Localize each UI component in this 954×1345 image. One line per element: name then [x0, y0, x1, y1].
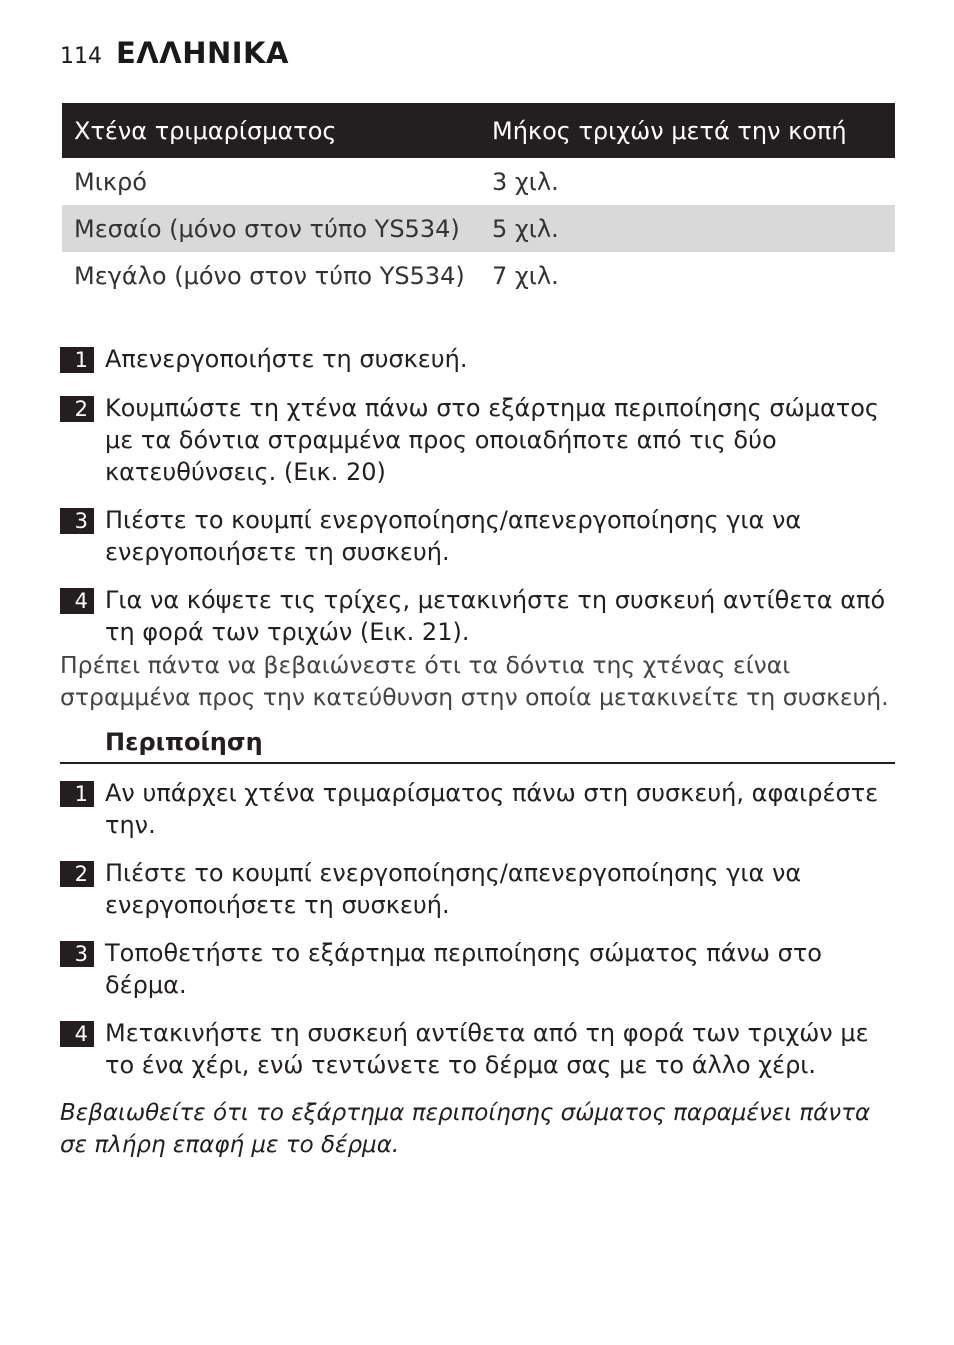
step-text: Πιέστε το κουμπί ενεργοποίησης/απενεργοποίησης για να ενεργοποιήσετε τη συσκευή. [105, 506, 802, 566]
table-row [62, 252, 895, 299]
usage-step-3 [60, 504, 895, 568]
table-cell-length: 3 χιλ. [492, 167, 559, 196]
table-header-length: Μήκος τριχών μετά την κοπή [492, 116, 847, 145]
step-text: Μετακινήστε τη συσκευή αντίθετα από τη φορά των τριχών με το ένα χέρι, ενώ τεντώνετε το δέρμα σας με το άλλο χέρι. [105, 1019, 869, 1079]
usage-step-4 [60, 584, 895, 648]
usage-step-1 [60, 343, 895, 375]
table-header-comb: Χτένα τριμαρίσματος [74, 116, 337, 145]
language-title: ΕΛΛΗΝΙΚΑ [116, 36, 289, 70]
care-step-4 [60, 1017, 895, 1081]
usage-note: Πρέπει πάντα να βεβαιώνεστε ότι τα δόντια της χτένας είναι στραμμένα προς την κατεύθυνση στην οποία μετακινείτε τη συσκευή. [60, 651, 889, 711]
page-header [60, 36, 289, 72]
step-text: Τοποθετήστε το εξάρτημα περιποίησης σώματος πάνω στο δέρμα. [105, 939, 822, 999]
table-row [62, 205, 895, 252]
table-cell-comb: Μεγάλο (μόνο στον τύπο YS534) [74, 261, 465, 290]
table-header-row [62, 103, 895, 158]
step-number-badge: 1 [60, 347, 94, 373]
step-text: Κουμπώστε τη χτένα πάνω στο εξάρτημα περιποίησης σώματος με τα δόντια στραμμένα προς οποιαδήποτε από τις δύο κατευθύνσεις. (Εικ. 20) [105, 394, 879, 486]
care-step-2 [60, 857, 895, 921]
care-note: Βεβαιωθείτε ότι το εξάρτημα περιποίησης σώματος παραμένει πάντα σε πλήρη επαφή με το δέρμα. [60, 1100, 871, 1158]
step-number-badge: 4 [60, 588, 94, 614]
step-number-badge: 2 [60, 396, 94, 422]
comb-length-table [62, 103, 895, 299]
care-step-1 [60, 777, 895, 841]
section-title: Περιποίηση [105, 728, 263, 756]
table-cell-length: 7 χιλ. [492, 261, 559, 290]
step-number-badge: 3 [60, 508, 94, 534]
section-divider [60, 762, 895, 764]
usage-step-2 [60, 392, 895, 488]
step-number-badge: 4 [60, 1021, 94, 1047]
care-step-3 [60, 937, 895, 1001]
table-cell-length: 5 χιλ. [492, 214, 559, 243]
step-text: Για να κόψετε τις τρίχες, μετακινήστε τη συσκευή αντίθετα από τη φορά των τριχών (Εικ. 21). [105, 586, 886, 646]
step-text: Πιέστε το κουμπί ενεργοποίησης/απενεργοποίησης για να ενεργοποιήσετε τη συσκευή. [105, 859, 802, 919]
table-cell-comb: Μεσαίο (μόνο στον τύπο YS534) [74, 214, 460, 243]
step-text: Απενεργοποιήστε τη συσκευή. [105, 345, 468, 373]
step-number-badge: 3 [60, 941, 94, 967]
step-number-badge: 2 [60, 861, 94, 887]
table-row [62, 158, 895, 205]
step-text: Αν υπάρχει χτένα τριμαρίσματος πάνω στη συσκευή, αφαιρέστε την. [105, 779, 879, 839]
page-number: 114 [60, 44, 102, 69]
table-cell-comb: Μικρό [74, 167, 147, 196]
step-number-badge: 1 [60, 781, 94, 807]
